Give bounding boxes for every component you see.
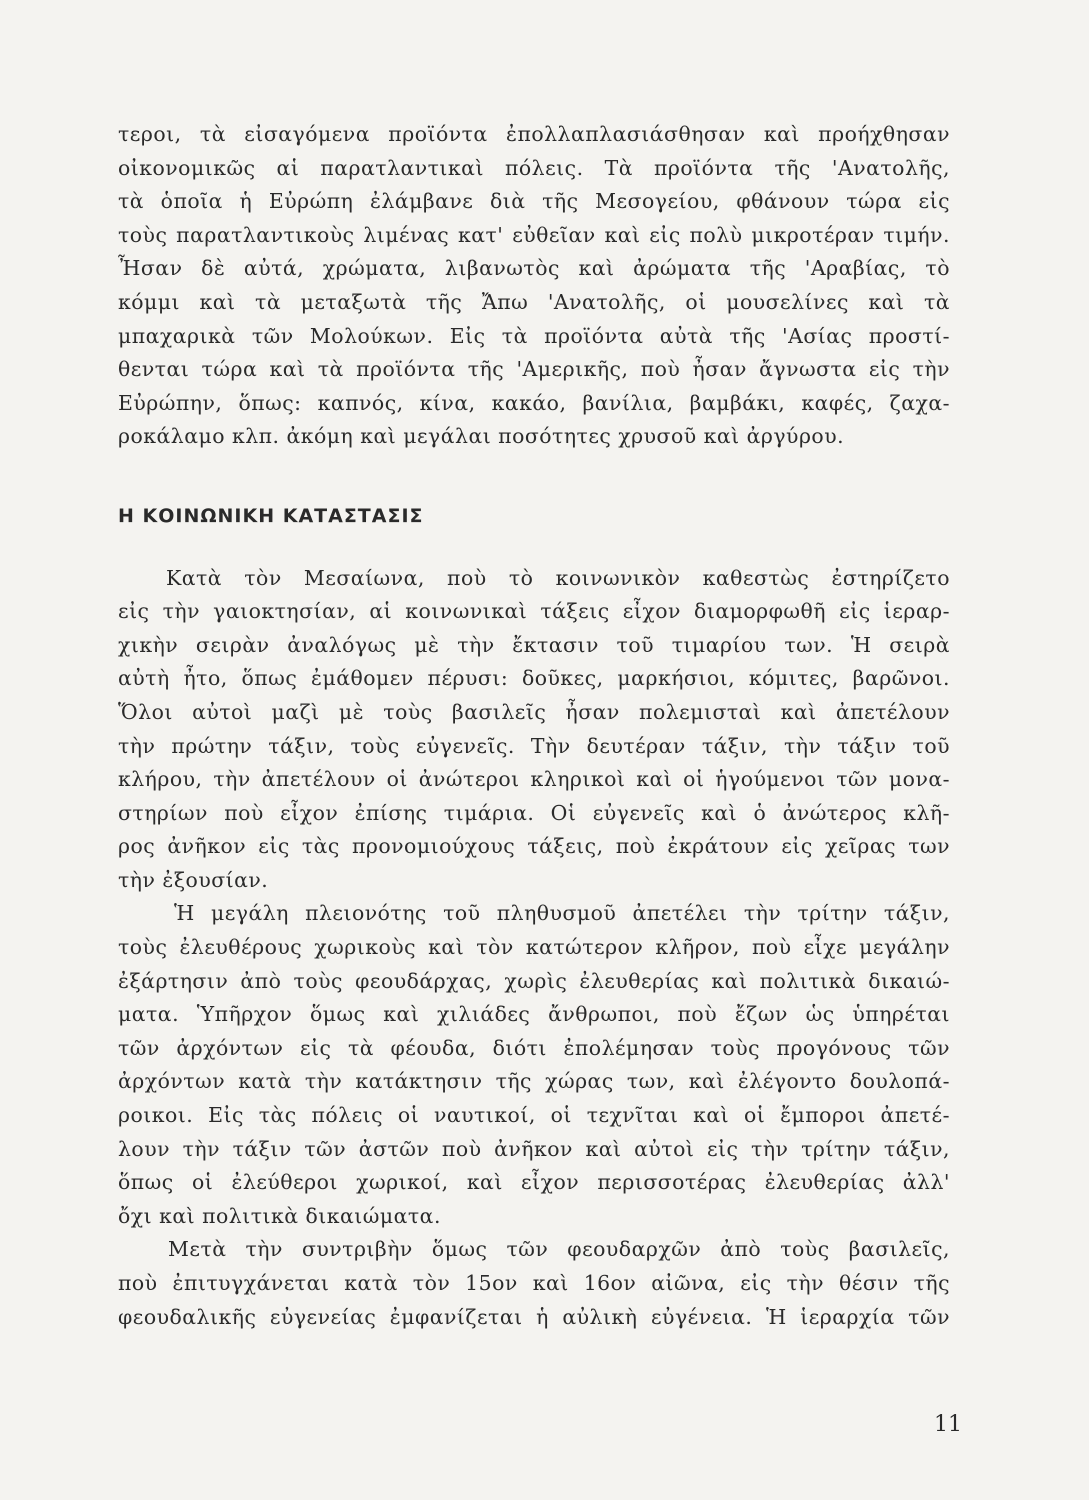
text-line: χικὴν σειρὰν ἀναλόγως μὲ τὴν ἔκτασιν τοῦ τιμαρίου των. Ἡ σειρὰ (118, 632, 950, 657)
text-line: ὅπως οἱ ἐλεύθεροι χωρικοί, καὶ εἶχον περισσοτέρας ἐλευθερίας ἀλλ' (118, 1170, 950, 1195)
text-line: ροικοι. Εἰς τὰς πόλεις οἱ ναυτικοί, οἱ τεχνῖται καὶ οἱ ἔμποροι ἀπετέ- (118, 1103, 950, 1128)
text-line: ποὺ ἐπιτυγχάνεται κατὰ τὸν 15ον καὶ 16ον αἰῶνα, εἰς τὴν θέσιν τῆς (118, 1271, 950, 1295)
text-line: ὄχι καὶ πολιτικὰ δικαιώματα. (118, 1203, 441, 1228)
text-line: ἐξάρτησιν ἀπὸ τοὺς φεουδάρχας, χωρὶς ἐλευθερίας καὶ πολιτικὰ δικαιώ- (118, 968, 950, 993)
text-line: θενται τώρα καὶ τὰ προϊόντα τῆς 'Αμερικῆς, ποὺ ἦσαν ἄγνωστα εἰς τὴν (118, 357, 950, 382)
text-line: φεουδαλικῆς εὐγενείας ἐμφανίζεται ἡ αὐλικὴ εὐγένεια. Ἡ ἱεραρχία τῶν (118, 1304, 950, 1329)
paragraph-1 (118, 562, 950, 898)
text-line: τὴν ἐξουσίαν. (118, 867, 269, 892)
text-line: τοὺς παρατλαντικοὺς λιμένας κατ' εὐθεῖαν καὶ εἰς πολὺ μικροτέραν τιμήν. (118, 222, 950, 247)
text-line: ἀρχόντων κατὰ τὴν κατάκτησιν τῆς χώρας των, καὶ ἐλέγοντο δουλοπά- (118, 1069, 950, 1094)
text-line: Ἦσαν δὲ αὐτά, χρώματα, λιβανωτὸς καὶ ἀρώματα τῆς 'Αραβίας, τὸ (118, 256, 950, 281)
text-line: στηρίων ποὺ εἶχον ἐπίσης τιμάρια. Οἱ εὐγενεῖς καὶ ὁ ἀνώτερος κλῆ- (118, 800, 950, 825)
text-line: αὐτὴ ἦτο, ὅπως ἐμάθομεν πέρυσι: δοῦκες, μαρκήσιοι, κόμιτες, βαρῶνοι. (118, 666, 950, 691)
page-number: 11 (934, 1412, 962, 1437)
text-line: οἰκονομικῶς αἱ παρατλαντικαὶ πόλεις. Τὰ προϊόντα τῆς 'Ανατολῆς, (118, 155, 950, 180)
text-line: τῶν ἀρχόντων εἰς τὰ φέουδα, διότι ἐπολέμησαν τοὺς προγόνους τῶν (118, 1035, 950, 1060)
paragraph-3 (118, 1233, 950, 1334)
text-line: κλήρου, τὴν ἀπετέλουν οἱ ἀνώτεροι κληρικοὶ καὶ οἱ ἡγούμενοι τῶν μονα- (118, 767, 950, 792)
section-heading: Η ΚΟΙΝΩΝΙΚΗ ΚΑΤΑΣΤΑΣΙΣ (118, 504, 424, 527)
text-line: λουν τὴν τάξιν τῶν ἀστῶν ποὺ ἀνῆκον καὶ αὐτοὶ εἰς τὴν τρίτην τάξιν, (118, 1136, 950, 1161)
intro-paragraph (118, 118, 950, 454)
text-line: ματα. Ὑπῆρχον ὅμως καὶ χιλιάδες ἄνθρωποι, ποὺ ἔζων ὡς ὑπηρέται (118, 1002, 950, 1027)
text-line: τοὺς ἐλευθέρους χωρικοὺς καὶ τὸν κατώτερον κλῆρον, ποὺ εἶχε μεγάλην (118, 935, 950, 960)
text-line: Εὐρώπην, ὅπως: καπνός, κίνα, κακάο, βανίλια, βαμβάκι, καφές, ζαχα- (118, 390, 950, 415)
paragraph-2 (118, 897, 950, 1233)
text-line: μπαχαρικὰ τῶν Μολούκων. Εἰς τὰ προϊόντα αὐτὰ τῆς 'Ασίας προστί- (118, 323, 950, 348)
text-line: τὴν πρώτην τάξιν, τοὺς εὐγενεῖς. Τὴν δευτέραν τάξιν, τὴν τάξιν τοῦ (118, 733, 950, 758)
text-line: Μετὰ τὴν συντριβὴν ὅμως τῶν φεουδαρχῶν ἀπὸ τοὺς βασιλεῖς, (168, 1237, 950, 1262)
text-line: τεροι, τὰ εἰσαγόμενα προϊόντα ἐπολλαπλασιάσθησαν καὶ προήχθησαν (118, 122, 950, 146)
page-body (118, 118, 950, 1334)
text-line: εἰς τὴν γαιοκτησίαν, αἱ κοινωνικαὶ τάξεις εἶχον διαμορφωθῆ εἰς ἱεραρ- (118, 599, 950, 624)
text-line: τὰ ὁποῖα ἡ Εὐρώπη ἐλάμβανε διὰ τῆς Μεσογείου, φθάνουν τώρα εἰς (118, 189, 950, 214)
text-line: Ἡ μεγάλη πλειονότης τοῦ πληθυσμοῦ ἀπετέλει τὴν τρίτην τάξιν, (174, 901, 950, 926)
text-line: Ὅλοι αὐτοὶ μαζὶ μὲ τοὺς βασιλεῖς ἦσαν πολεμισταὶ καὶ ἀπετέλουν (118, 699, 950, 724)
text-line: κόμμι καὶ τὰ μεταξωτὰ τῆς Ἄπω 'Ανατολῆς, οἱ μουσελίνες καὶ τὰ (118, 289, 950, 314)
text-line: ροκάλαμο κλπ. ἀκόμη καὶ μεγάλαι ποσότητες χρυσοῦ καὶ ἀργύρου. (118, 424, 845, 449)
text-line: Κατὰ τὸν Μεσαίωνα, ποὺ τὸ κοινωνικὸν καθεστὼς ἐστηρίζετο (166, 565, 950, 590)
text-line: ρος ἀνῆκον εἰς τὰς προνομιούχους τάξεις, ποὺ ἐκράτουν εἰς χεῖρας των (118, 834, 950, 859)
